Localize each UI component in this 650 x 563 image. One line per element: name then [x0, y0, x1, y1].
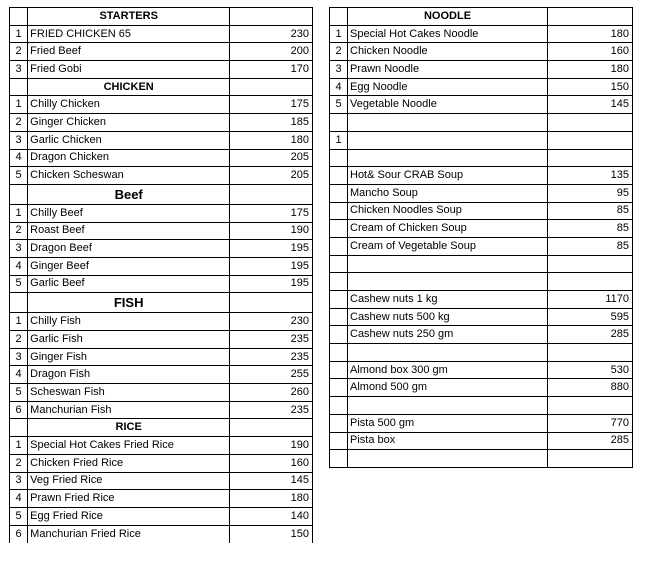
item-price: 85: [548, 237, 633, 255]
section-header: FISH: [28, 293, 230, 313]
item-price: 185: [230, 114, 313, 132]
item-name: Scheswan Fish: [28, 384, 230, 402]
item-name: Dragon Beef: [28, 240, 230, 258]
header-number-cell: [10, 78, 28, 96]
item-number: 3: [330, 61, 348, 79]
section-header-row: [10, 184, 313, 204]
item-number: [330, 344, 348, 362]
item-price: [548, 114, 633, 132]
item-price: 145: [230, 472, 313, 490]
item-number: [330, 220, 348, 238]
section-header-row: [330, 8, 633, 26]
menu-item-row: [10, 331, 313, 349]
item-price: 880: [548, 379, 633, 397]
section-header-row: [10, 293, 313, 313]
item-name: Garlic Beef: [28, 275, 230, 293]
item-price: 205: [230, 167, 313, 185]
section-header-row: [10, 419, 313, 437]
item-number: 3: [10, 240, 28, 258]
item-number: 4: [10, 149, 28, 167]
item-price: 285: [548, 326, 633, 344]
item-name: Prawn Fried Rice: [28, 490, 230, 508]
menu-item-row: [330, 432, 633, 450]
item-number: [330, 308, 348, 326]
item-price: 235: [230, 331, 313, 349]
item-price: 170: [230, 61, 313, 79]
item-price: 160: [230, 454, 313, 472]
item-price: 180: [548, 25, 633, 43]
item-price: 145: [548, 96, 633, 114]
item-number: 3: [10, 61, 28, 79]
menu-item-row: [330, 273, 633, 291]
menu-item-row: [330, 308, 633, 326]
item-price: 230: [230, 313, 313, 331]
menu-item-row: [330, 255, 633, 273]
menu-item-row: [10, 61, 313, 79]
item-name: Cashew nuts 250 gm: [348, 326, 548, 344]
item-price: 770: [548, 414, 633, 432]
menu-item-row: [330, 361, 633, 379]
header-price-cell: [230, 8, 313, 26]
item-number: [330, 167, 348, 185]
menu-item-row: [330, 61, 633, 79]
menu-item-row: [10, 275, 313, 293]
item-name: Pista box: [348, 432, 548, 450]
menu-item-row: [10, 96, 313, 114]
menu-table-left: [9, 7, 313, 543]
header-price-cell: [230, 184, 313, 204]
item-number: [330, 379, 348, 397]
item-price: 85: [548, 220, 633, 238]
item-number: 1: [330, 25, 348, 43]
menu-item-row: [10, 401, 313, 419]
header-price-cell: [230, 419, 313, 437]
item-name: Almond box 300 gm: [348, 361, 548, 379]
item-name: [348, 114, 548, 132]
item-number: 5: [330, 96, 348, 114]
menu-item-row: [10, 149, 313, 167]
item-price: [548, 344, 633, 362]
item-name: Manchurian Fried Rice: [28, 525, 230, 543]
header-number-cell: [10, 184, 28, 204]
item-name: [348, 273, 548, 291]
item-name: [348, 450, 548, 468]
item-price: 180: [230, 131, 313, 149]
item-number: 1: [330, 131, 348, 149]
item-price: 260: [230, 384, 313, 402]
menu-item-row: [330, 450, 633, 468]
item-name: Roast Beef: [28, 222, 230, 240]
menu-item-row: [330, 202, 633, 220]
item-name: Ginger Chicken: [28, 114, 230, 132]
item-number: 5: [10, 384, 28, 402]
menu-item-row: [330, 414, 633, 432]
item-number: 2: [330, 43, 348, 61]
item-number: [330, 114, 348, 132]
menu-item-row: [10, 490, 313, 508]
menu-item-row: [10, 472, 313, 490]
menu-item-row: [330, 25, 633, 43]
item-price: 1170: [548, 291, 633, 309]
menu-item-row: [330, 78, 633, 96]
item-name: Fried Gobi: [28, 61, 230, 79]
item-name: [348, 344, 548, 362]
item-name: [348, 397, 548, 415]
item-price: 175: [230, 204, 313, 222]
item-number: [330, 273, 348, 291]
header-price-cell: [548, 8, 633, 26]
item-number: [330, 414, 348, 432]
menu-item-row: [10, 384, 313, 402]
menu-item-row: [10, 366, 313, 384]
item-name: Chilly Fish: [28, 313, 230, 331]
menu-item-row: [10, 313, 313, 331]
item-number: [330, 255, 348, 273]
item-number: 6: [10, 401, 28, 419]
item-number: [330, 184, 348, 202]
item-name: Ginger Beef: [28, 257, 230, 275]
item-price: [548, 397, 633, 415]
item-number: 3: [10, 131, 28, 149]
item-name: Almond 500 gm: [348, 379, 548, 397]
item-number: 2: [10, 222, 28, 240]
item-number: [330, 432, 348, 450]
item-name: Fried Beef: [28, 43, 230, 61]
item-name: Dragon Fish: [28, 366, 230, 384]
item-number: [330, 450, 348, 468]
header-number-cell: [10, 419, 28, 437]
item-number: 5: [10, 167, 28, 185]
item-number: 2: [10, 331, 28, 349]
item-price: 180: [230, 490, 313, 508]
menu-item-row: [10, 257, 313, 275]
item-name: Cashew nuts 1 kg: [348, 291, 548, 309]
section-header-row: [10, 78, 313, 96]
item-price: 235: [230, 348, 313, 366]
item-price: [548, 131, 633, 149]
item-number: 1: [10, 437, 28, 455]
section-header: NOODLE: [348, 8, 548, 26]
menu-item-row: [330, 397, 633, 415]
item-price: 135: [548, 167, 633, 185]
item-price: 230: [230, 25, 313, 43]
item-name: Egg Fried Rice: [28, 507, 230, 525]
item-name: Garlic Fish: [28, 331, 230, 349]
item-number: [330, 202, 348, 220]
item-number: [330, 361, 348, 379]
item-number: [330, 149, 348, 167]
item-price: 530: [548, 361, 633, 379]
item-price: [548, 255, 633, 273]
item-price: 285: [548, 432, 633, 450]
item-name: Veg Fried Rice: [28, 472, 230, 490]
menu-item-row: [10, 222, 313, 240]
item-name: Cashew nuts 500 kg: [348, 308, 548, 326]
item-price: 175: [230, 96, 313, 114]
item-number: 5: [10, 507, 28, 525]
item-number: [330, 237, 348, 255]
item-price: 195: [230, 257, 313, 275]
item-number: 1: [10, 204, 28, 222]
item-number: 2: [10, 43, 28, 61]
header-price-cell: [230, 78, 313, 96]
item-price: 195: [230, 275, 313, 293]
menu-item-row: [330, 220, 633, 238]
item-name: Dragon Chicken: [28, 149, 230, 167]
header-number-cell: [10, 293, 28, 313]
item-name: FRIED CHICKEN 65: [28, 25, 230, 43]
menu-item-row: [10, 204, 313, 222]
item-number: [330, 291, 348, 309]
menu-item-row: [10, 167, 313, 185]
item-price: 140: [230, 507, 313, 525]
menu-item-row: [330, 149, 633, 167]
menu-item-row: [10, 25, 313, 43]
menu-item-row: [330, 237, 633, 255]
menu-item-row: [330, 344, 633, 362]
menu-item-row: [330, 114, 633, 132]
menu-item-row: [330, 326, 633, 344]
menu-item-row: [330, 131, 633, 149]
item-name: [348, 149, 548, 167]
item-number: 6: [10, 525, 28, 543]
item-name: Hot& Sour CRAB Soup: [348, 167, 548, 185]
item-name: Chilly Beef: [28, 204, 230, 222]
item-price: 85: [548, 202, 633, 220]
menu-item-row: [10, 114, 313, 132]
item-name: Chicken Noodles Soup: [348, 202, 548, 220]
menu-item-row: [330, 379, 633, 397]
item-number: 4: [10, 366, 28, 384]
menu-item-row: [10, 43, 313, 61]
header-number-cell: [330, 8, 348, 26]
item-price: 190: [230, 222, 313, 240]
item-number: [330, 326, 348, 344]
item-name: Chicken Noodle: [348, 43, 548, 61]
menu-table-right: [329, 7, 633, 468]
item-number: 5: [10, 275, 28, 293]
item-price: [548, 273, 633, 291]
item-number: 4: [10, 257, 28, 275]
menu-item-row: [330, 167, 633, 185]
item-name: Egg Noodle: [348, 78, 548, 96]
item-price: 150: [230, 525, 313, 543]
menu-item-row: [10, 507, 313, 525]
item-price: 150: [548, 78, 633, 96]
menu-item-row: [10, 348, 313, 366]
item-number: 1: [10, 96, 28, 114]
section-header: STARTERS: [28, 8, 230, 26]
item-name: Special Hot Cakes Fried Rice: [28, 437, 230, 455]
item-price: [548, 149, 633, 167]
item-price: 160: [548, 43, 633, 61]
section-header: RICE: [28, 419, 230, 437]
item-number: 4: [330, 78, 348, 96]
menu-item-row: [330, 43, 633, 61]
item-name: Vegetable Noodle: [348, 96, 548, 114]
item-price: [548, 450, 633, 468]
menu-item-row: [330, 184, 633, 202]
item-name: Pista 500 gm: [348, 414, 548, 432]
item-number: 2: [10, 454, 28, 472]
item-name: Chilly Chicken: [28, 96, 230, 114]
item-name: [348, 131, 548, 149]
item-name: Cream of Chicken Soup: [348, 220, 548, 238]
item-number: 4: [10, 490, 28, 508]
item-name: Chicken Scheswan: [28, 167, 230, 185]
item-price: 195: [230, 240, 313, 258]
item-name: Ginger Fish: [28, 348, 230, 366]
item-number: 1: [10, 313, 28, 331]
item-name: [348, 255, 548, 273]
header-price-cell: [230, 293, 313, 313]
item-price: 180: [548, 61, 633, 79]
item-name: Prawn Noodle: [348, 61, 548, 79]
item-number: 2: [10, 114, 28, 132]
item-price: 95: [548, 184, 633, 202]
menu-item-row: [10, 454, 313, 472]
item-price: 200: [230, 43, 313, 61]
item-price: 205: [230, 149, 313, 167]
section-header: CHICKEN: [28, 78, 230, 96]
item-name: Chicken Fried Rice: [28, 454, 230, 472]
section-header: Beef: [28, 184, 230, 204]
item-number: [330, 397, 348, 415]
item-number: 1: [10, 25, 28, 43]
item-name: Garlic Chicken: [28, 131, 230, 149]
section-header-row: [10, 8, 313, 26]
item-price: 190: [230, 437, 313, 455]
menu-item-row: [10, 525, 313, 543]
item-name: Mancho Soup: [348, 184, 548, 202]
item-price: 595: [548, 308, 633, 326]
item-name: Cream of Vegetable Soup: [348, 237, 548, 255]
header-number-cell: [10, 8, 28, 26]
item-price: 255: [230, 366, 313, 384]
item-number: 3: [10, 348, 28, 366]
item-price: 235: [230, 401, 313, 419]
menu-item-row: [10, 240, 313, 258]
menu-item-row: [10, 437, 313, 455]
item-name: Special Hot Cakes Noodle: [348, 25, 548, 43]
item-name: Manchurian Fish: [28, 401, 230, 419]
item-number: 3: [10, 472, 28, 490]
menu-item-row: [330, 96, 633, 114]
menu-item-row: [330, 291, 633, 309]
menu-item-row: [10, 131, 313, 149]
